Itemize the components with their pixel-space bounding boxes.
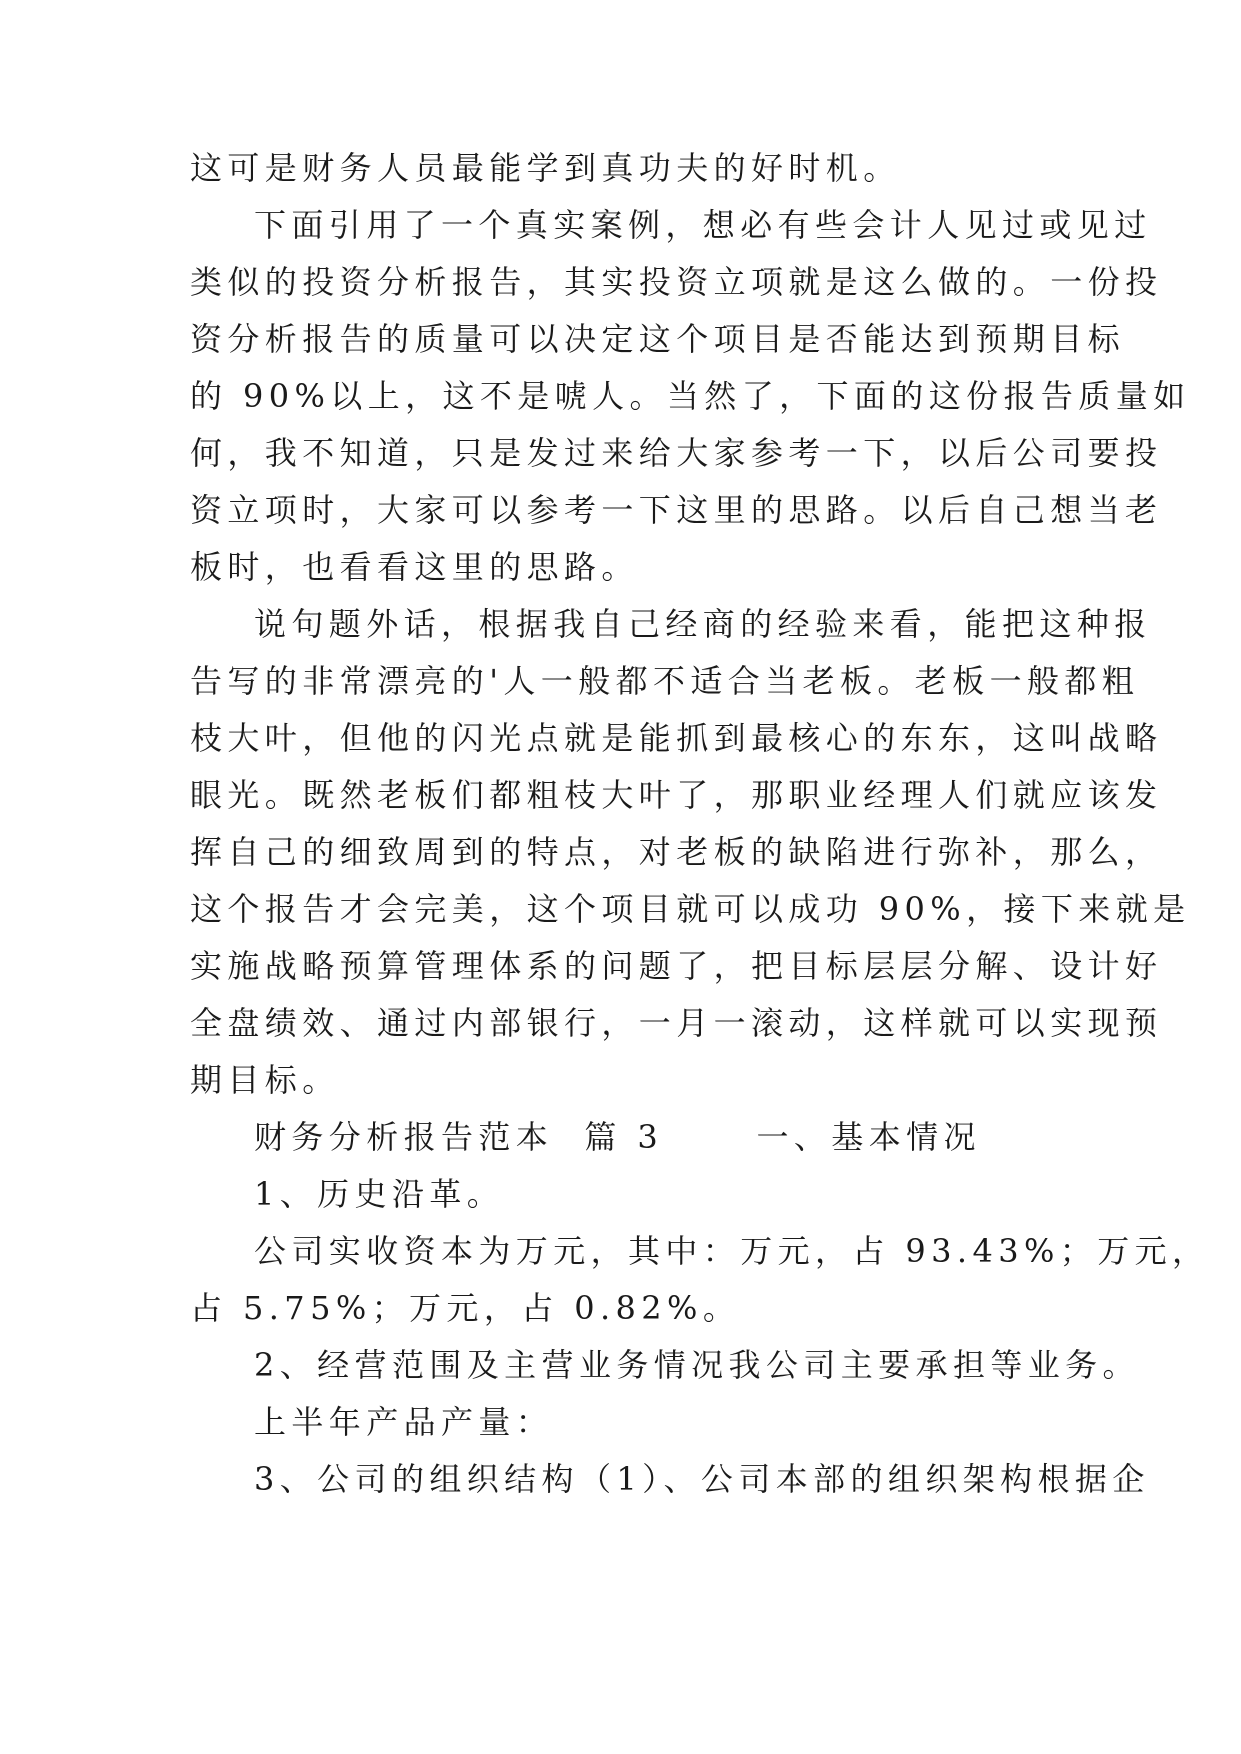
text-line: 资立项时，大家可以参考一下这里的思路。以后自己想当老 [190, 491, 1163, 529]
paragraph-start-line: 说句题外话，根据我自己经商的经验来看，能把这种报 [254, 605, 1152, 643]
text-line: 眼光。既然老板们都粗枝大叶了，那职业经理人们就应该发 [190, 776, 1163, 814]
text-line: 类似的投资分析报告，其实投资立项就是这么做的。一份投 [190, 263, 1163, 301]
text-line: 这个报告才会完美，这个项目就可以成功 90%，接下来就是 [190, 890, 1191, 928]
text-line: 的 90%以上，这不是唬人。当然了，下面的这份报告质量如 [190, 377, 1191, 415]
text-line: 这可是财务人员最能学到真功夫的好时机。 [190, 149, 901, 187]
text-line: 板时，也看看这里的思路。 [190, 548, 639, 586]
text-line: 资分析报告的质量可以决定这个项目是否能达到预期目标 [190, 320, 1126, 358]
text-line: 期目标。 [190, 1061, 340, 1099]
text-line: 挥自己的细致周到的特点，对老板的缺陷进行弥补，那么， [190, 833, 1163, 871]
paragraph-start-line: 下面引用了一个真实案例，想必有些会计人见过或见过 [254, 206, 1152, 244]
text-line: 全盘绩效、通过内部银行，一月一滚动，这样就可以实现预 [190, 1004, 1163, 1042]
list-item: 2、经营范围及主营业务情况我公司主要承担等业务。 [254, 1346, 1140, 1384]
text-line: 上半年产品产量： [254, 1403, 554, 1441]
paragraph-start-line: 公司实收资本为万元，其中：万元，占 93.43%；万元， [254, 1232, 1210, 1270]
section-heading: 财务分析报告范本 篇 3 一、基本情况 [254, 1118, 981, 1156]
text-line: 实施战略预算管理体系的问题了，把目标层层分解、设计好 [190, 947, 1163, 985]
list-item: 1、历史沿革。 [254, 1175, 505, 1213]
text-line: 告写的非常漂亮的'人一般都不适合当老板。老板一般都粗 [190, 662, 1140, 700]
text-line: 枝大叶，但他的闪光点就是能抓到最核心的东东，这叫战略 [190, 719, 1163, 757]
text-line: 占 5.75%；万元，占 0.82%。 [190, 1289, 741, 1327]
list-item: 3、公司的组织结构（1）、公司本部的组织架构根据企 [254, 1460, 1150, 1498]
text-line: 何，我不知道，只是发过来给大家参考一下，以后公司要投 [190, 434, 1163, 472]
